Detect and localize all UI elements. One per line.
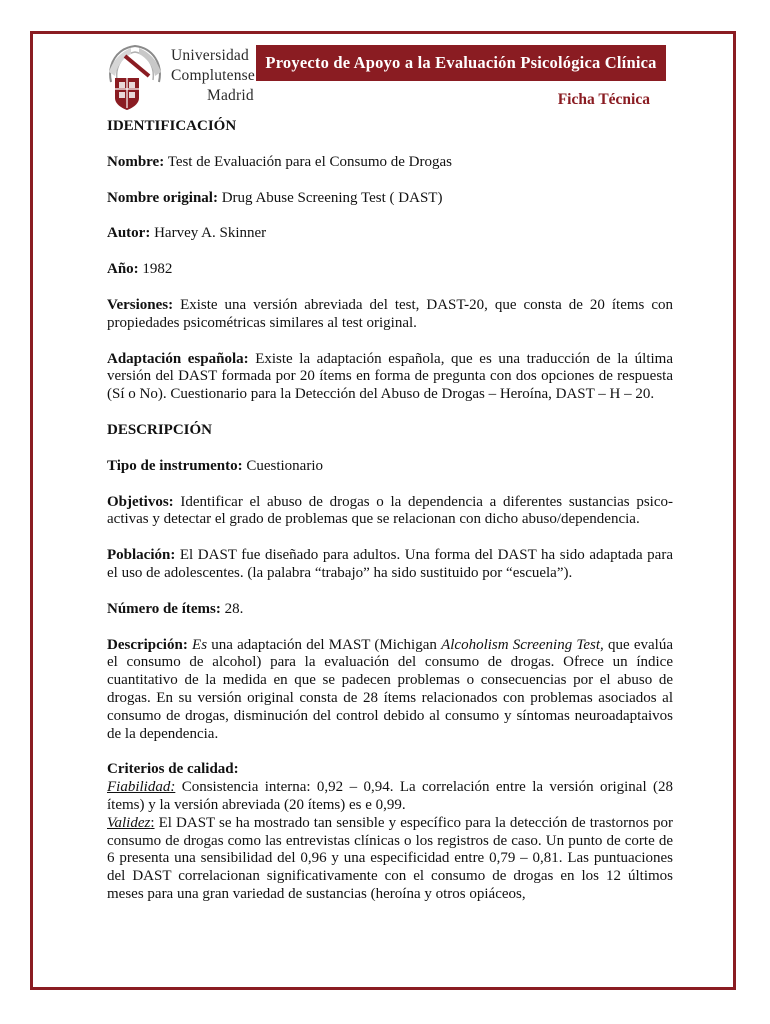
tipo-value: Cuestionario bbox=[242, 457, 323, 474]
autor-value: Harvey A. Skinner bbox=[150, 225, 267, 242]
versiones-value: Existe una versión abreviada del test, DAST-20, que consta de 20 ítems con propiedades psicométricas similares al test original. bbox=[107, 296, 673, 331]
field-fiabilidad bbox=[107, 779, 673, 815]
field-nombre-original bbox=[107, 190, 673, 208]
section-heading-descripcion: DESCRIPCIÓN bbox=[107, 421, 213, 438]
objetivos-value: Identificar el abuso de drogas o la dependencia a diferentes sustancias psico-activas y detectar el grado de problemas que se relacionan con dicho abuso/dependencia. bbox=[107, 493, 673, 528]
document-body bbox=[107, 118, 673, 904]
descripcion-es: Es bbox=[192, 636, 208, 653]
field-tipo bbox=[107, 458, 673, 476]
descripcion-part1: una adaptación del MAST (Michigan bbox=[207, 636, 442, 653]
field-num-items bbox=[107, 601, 673, 619]
objetivos-label: Objetivos: bbox=[107, 493, 174, 510]
descripcion-part2: , que evalúa el consumo de alcohol) para la evaluación del consumo de drogas. Ofrece un índice cuantitativo de la medida en que se padecen problemas o consecuencias por el abuso de drogas. En su versión original consta de 28 ítems relacionados con problemas asociados al consumo de drogas, disminución del control debido al consumo y síntomas neuroadaptaivos de la dependencia. bbox=[107, 636, 673, 742]
descripcion-label: Descripción: bbox=[107, 636, 188, 653]
anio-label: Año: bbox=[107, 261, 139, 278]
fiabilidad-label: Fiabilidad: bbox=[107, 779, 176, 796]
descripcion-italic: Alcoholism Screening Test bbox=[441, 636, 601, 653]
field-adaptacion bbox=[107, 351, 673, 404]
logo-line-2 bbox=[171, 66, 255, 86]
banner-title: Proyecto de Apoyo a la Evaluación Psicológica Clínica bbox=[265, 53, 657, 72]
logo-line-2-text: Complutense bbox=[171, 67, 255, 84]
versiones-label: Versiones: bbox=[107, 296, 174, 313]
logo-line-1 bbox=[171, 46, 255, 66]
validez-label: Validez bbox=[107, 814, 151, 831]
adaptacion-label: Adaptación española: bbox=[107, 350, 249, 367]
logo-line-3-text: Madrid bbox=[207, 87, 254, 104]
logo-line-1-text: Universidad bbox=[171, 47, 249, 64]
section-heading-calidad: Criterios de calidad: bbox=[107, 761, 239, 778]
university-seal-icon bbox=[103, 42, 167, 112]
field-versiones bbox=[107, 297, 673, 333]
university-logo bbox=[103, 40, 253, 112]
field-descripcion bbox=[107, 637, 673, 744]
field-anio bbox=[107, 261, 673, 279]
field-objetivos bbox=[107, 494, 673, 530]
nombre-value: Test de Evaluación para el Consumo de Drogas bbox=[164, 153, 452, 170]
ficha-tecnica-label: Ficha Técnica bbox=[557, 91, 650, 108]
autor-label: Autor: bbox=[107, 225, 151, 242]
num-items-value: 28. bbox=[220, 600, 244, 617]
nombre-label: Nombre: bbox=[107, 153, 165, 170]
tipo-label: Tipo de instrumento: bbox=[107, 457, 243, 474]
section-heading-identificacion: IDENTIFICACIÓN bbox=[107, 118, 237, 134]
logo-line-3 bbox=[171, 86, 255, 106]
field-poblacion bbox=[107, 547, 673, 583]
field-validez bbox=[107, 815, 673, 904]
validez-value: El DAST se ha mostrado tan sensible y específico para la detección de trastornos por consumo de drogas como las entrevistas clínicas o los registros de caso. Un punto de corte de 6 presenta una sensibilidad del 0,96 y una especificidad entre 0,79 – 0,81. Las puntuaciones del DAST correlacionan significativamente con el consumo de drogas en los 12 últimos meses para una gran variedad de sustancias (heroína y otros opiáceos, bbox=[107, 814, 673, 902]
adaptacion-value: Existe la adaptación española, que es una traducción de la última versión del DAST formada por 20 ítems en forma de pregunta con dos opciones de respuesta (Sí o No). Cuestionario para la Detección del Abuso de Drogas – Heroína, DAST – H – 20. bbox=[107, 350, 673, 403]
poblacion-value: El DAST fue diseñado para adultos. Una forma del DAST ha sido adaptada para el uso de adolescentes. (la palabra “trabajo” ha sido sustituido por “escuela”). bbox=[107, 547, 673, 581]
nombre-original-label: Nombre original: bbox=[107, 189, 218, 206]
num-items-label: Número de ítems: bbox=[107, 600, 221, 617]
nombre-original-value: Drug Abuse Screening Test ( DAST) bbox=[217, 189, 443, 206]
validez-colon: : bbox=[150, 814, 155, 831]
field-nombre bbox=[107, 154, 673, 172]
field-autor bbox=[107, 225, 673, 243]
university-name bbox=[171, 46, 255, 106]
poblacion-label: Población: bbox=[107, 547, 176, 564]
project-banner bbox=[256, 45, 666, 81]
anio-value: 1982 bbox=[138, 261, 173, 278]
fiabilidad-value: Consistencia interna: 0,92 – 0,94. La correlación entre la versión original (28 ítems) y la versión abreviada (20 ítems) es e 0,99. bbox=[107, 779, 673, 813]
